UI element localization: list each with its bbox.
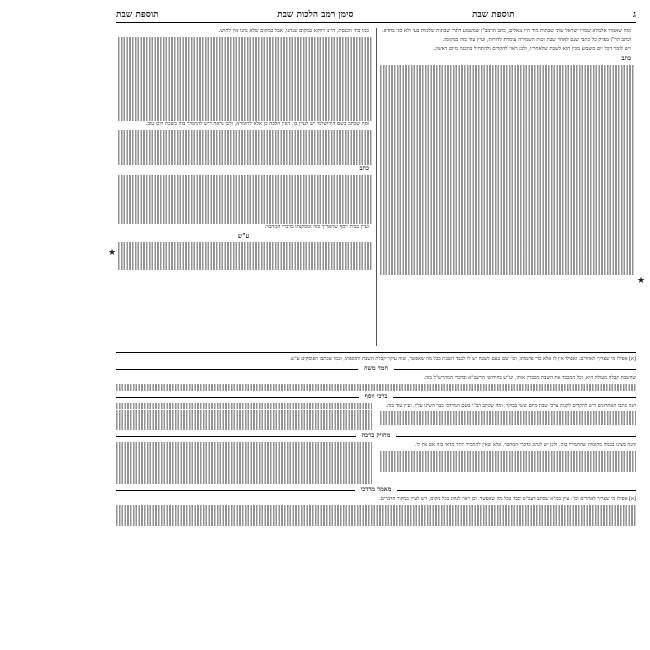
text-line — [118, 58, 373, 65]
text-line — [118, 72, 373, 79]
text-line — [380, 93, 635, 100]
text-line — [380, 121, 635, 128]
text-line — [118, 130, 373, 137]
text-line — [380, 219, 635, 226]
text-line — [116, 519, 636, 526]
right-paragraph: וכתב הר"ן בפרק כל כתבי שגם לאחר שבת זכות השמירה עומדת לדורות, ועיין עוד בזה במקומו. — [442, 37, 631, 44]
text-line — [380, 170, 635, 177]
column-divider — [376, 28, 377, 346]
section-text: [א] אפילו מי שצריך לאחרים וכו'. עיין במ"א שכתב דעכ"פ יכבד בכל מה שאפשר, וכן ראוי לנהוג בכל מקום, ויש לעיין במקור הדברים. — [379, 496, 636, 503]
star-marker-icon: ★ — [108, 248, 117, 258]
header-right-label: תוספת שבת — [471, 9, 515, 20]
left-sub-note: ע"ש — [237, 232, 250, 240]
text-line — [116, 384, 636, 391]
text-line — [380, 240, 635, 247]
section-text: הנה כתבו האחרונים דיש להקדים לקנות צרכי שבת מיום ששי בבוקר, ומה שכתב הב"י בשם המרדכי כבר השיגו עליו, ועיין עוד בזה. — [385, 402, 636, 409]
text-line — [118, 114, 373, 121]
text-line — [116, 442, 372, 449]
left-paragraph: ומה שכתב בשם הירושלמי יש לעיין בו, דאין הלכה כן אלא לחומרא, ולכן נראה דיש להחמיר בזה בשבת ויום טוב. — [145, 120, 369, 127]
text-line — [116, 463, 372, 470]
text-line — [380, 184, 635, 191]
main-column-left — [118, 28, 373, 346]
text-line — [380, 65, 635, 72]
text-line — [380, 247, 635, 254]
text-line — [118, 189, 373, 196]
text-line — [380, 411, 636, 418]
section-title: חמד משה — [363, 364, 389, 372]
text-line — [116, 403, 372, 410]
commentary-intro: [א] אפילו מי שצריך לאחרים. ואפילו אין לו אלא כדי פרנסתו, וכו' שם טעם לשבח יש לו לכבד השבת בכל מה שאפשר, שזה עיקר קבלת השבת ותוספתו, וכמו שכתבו הפוסקים ע"ש. — [289, 356, 636, 362]
text-line — [380, 458, 636, 465]
right-bold-heading: כתב — [621, 55, 631, 63]
text-line — [118, 144, 373, 151]
text-line — [116, 449, 372, 456]
text-line — [118, 137, 373, 144]
text-line — [116, 470, 372, 477]
text-line — [118, 210, 373, 217]
text-line — [118, 93, 373, 100]
main-column-right — [380, 28, 635, 346]
text-line — [380, 226, 635, 233]
right-paragraph: ויש לומר דכל יום משבוע מכין הוא לשבת שלאחריו, ולכן ראוי להקדים ולהתחיל בהכנה מיום ראשון. — [433, 46, 631, 53]
text-line — [118, 203, 373, 210]
text-line — [118, 256, 373, 263]
text-line — [116, 423, 372, 430]
section-heading — [116, 394, 636, 401]
section-heading — [116, 366, 636, 373]
text-line — [116, 410, 372, 417]
text-line — [116, 477, 372, 484]
text-line — [380, 72, 635, 79]
text-line — [118, 263, 373, 270]
section-text: שהשבת קבלה מעולה היא, וכל המכבד את השבת מכבדין אותו, וע"ש בחידושי הרשב"א ובדברי המהרש"ל בזה. — [423, 374, 636, 381]
text-line — [380, 177, 635, 184]
text-line — [380, 79, 635, 86]
section-heading — [116, 487, 636, 494]
star-marker-icon: ★ — [637, 276, 646, 286]
section-title: ברכי יוסף — [364, 392, 388, 400]
text-line — [116, 416, 372, 423]
left-paragraph: כמו בתי הכנסת, היינו דווקא במקום שנהגו, אבל במקום שלא נהגו אין לחוש. — [218, 28, 369, 34]
text-line — [380, 128, 635, 135]
text-line — [380, 86, 635, 93]
text-line — [380, 205, 635, 212]
section-title: מחזיק ברכה — [361, 432, 391, 440]
text-line — [380, 100, 635, 107]
text-line — [380, 156, 635, 163]
text-line — [118, 158, 373, 165]
text-line — [380, 107, 635, 114]
text-line — [380, 198, 635, 205]
text-line — [380, 261, 635, 268]
text-line — [118, 242, 373, 249]
text-line — [380, 149, 635, 156]
text-line — [116, 505, 636, 512]
text-line — [118, 79, 373, 86]
text-line — [118, 249, 373, 256]
text-line — [118, 51, 373, 58]
text-line — [380, 465, 636, 472]
text-line — [118, 196, 373, 203]
text-line — [118, 151, 373, 158]
section-title: מאמר מרדכי — [360, 486, 392, 494]
main-text-rule — [116, 352, 636, 353]
text-line — [380, 212, 635, 219]
text-line — [380, 142, 635, 149]
text-line — [380, 233, 635, 240]
header-rule — [116, 22, 636, 23]
section-text: והנה מצינו בכמה מקומות שהחמירו בזה, ולכן יש לנהוג כדברי המחבר, אלא שאין להחמיר יותר מדאי בזה אם אין לו. — [414, 442, 636, 449]
text-line — [118, 44, 373, 51]
left-bold-heading: כתב — [359, 164, 369, 172]
text-line — [118, 175, 373, 182]
commentary-area — [116, 356, 636, 646]
text-line — [118, 37, 373, 44]
left-paragraph: ועיין בבית יוסף שהאריך בזה ומסקנתו כדברי המחבר. — [264, 223, 369, 230]
header-page-number: ג — [633, 9, 636, 20]
text-line — [116, 512, 636, 519]
text-line — [380, 254, 635, 261]
text-line — [118, 86, 373, 93]
text-line — [118, 100, 373, 107]
right-paragraph: ומה שאמרו אלמלא שמרו ישראל שתי שבתות מיד היו נגאלים, כתב הרמב"ן שמשמע דתרי שבתות שלמות בעי ולא סגי בחדא. — [381, 28, 631, 34]
header-left-label: תוספת שבת — [116, 9, 159, 20]
text-line — [116, 456, 372, 463]
text-line — [380, 268, 635, 275]
text-line — [380, 135, 635, 142]
text-line — [380, 163, 635, 170]
header-center-title: סימן רמב הלכות שבת — [277, 9, 354, 20]
text-line — [118, 217, 373, 224]
text-line — [380, 451, 636, 458]
text-line — [380, 418, 636, 425]
section-heading — [116, 433, 636, 440]
text-line — [118, 65, 373, 72]
text-line — [118, 182, 373, 189]
text-line — [380, 191, 635, 198]
text-line — [118, 107, 373, 114]
text-line — [380, 114, 635, 121]
page-header — [116, 6, 636, 22]
